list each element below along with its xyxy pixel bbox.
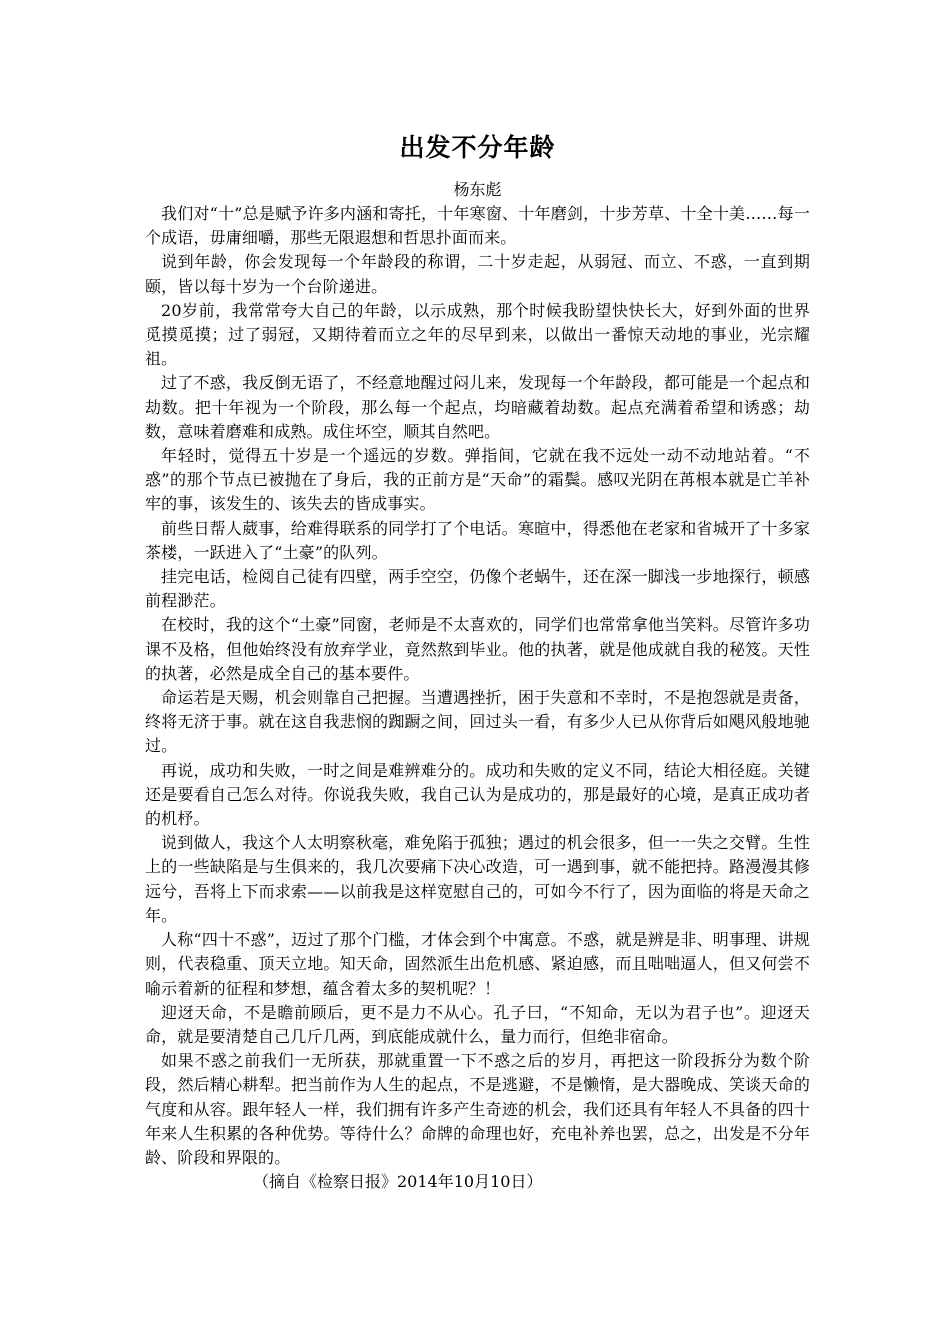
paragraph-1: 我们对“十”总是赋予许多内涵和寄托，十年寒窗、十年磨剑，十步芳草、十全十美……每一个成语，毋庸细嚼，那些无限遐想和哲思扑面而来。: [145, 204, 810, 248]
paragraph-9: 命运若是天赐，机会则靠自己把握。当遭遇挫折，困于失意和不幸时，不是抱怨就是责备，终将无济于事。就在这自我悲悯的踟蹰之间，回过头一看，有多少人已从你背后如飓风般地驰过。: [145, 688, 810, 756]
article-author: 杨东彪: [453, 180, 502, 199]
source-citation: （摘自《检察日报》2014年10月10日）: [253, 1172, 543, 1192]
paragraph-5: 年轻时，觉得五十岁是一个遥远的岁数。弹指间，它就在我不远处一动不动地站着。“不惑”的那个节点已被抛在了身后，我的正前方是“天命”的霜鬓。感叹光阴在苒根本就是亡羊补牢的事，该发生的、该失去的皆成事实。: [145, 446, 810, 514]
paragraph-3: 20岁前，我常常夸大自己的年龄，以示成熟，那个时候我盼望快快长大，好到外面的世界觅摸觅摸；过了弱冠，又期待着而立之年的尽早到来，以做出一番惊天动地的事业，光宗耀祖。: [145, 300, 810, 369]
article-title: 出发不分年龄: [399, 133, 556, 162]
paragraph-14: 如果不惑之前我们一无所获，那就重置一下不惑之后的岁月，再把这一阶段拆分为数个阶段，然后精心耕犁。把当前作为人生的起点，不是逃避，不是懒惰，是大器晚成、笑谈天命的气度和从容。跟年轻人一样，我们拥有许多产生奇迹的机会，我们还具有年轻人不具备的四十年来人生积累的各种优势。等待什么？命牌的命理也好，充电补养也罢，总之，出发是不分年龄、阶段和界限的。: [145, 1051, 810, 1167]
article: [145, 128, 810, 1194]
paragraph-12: 人称“四十不惑”，迈过了那个门槛，才体会到个中寓意。不惑，就是辨是非、明事理、讲规则，代表稳重、顶天立地。知天命，固然派生出危机感、紧迫感，而且咄咄逼人，但又何尝不喻示着新的征程和梦想，蕴含着太多的契机呢？！: [145, 930, 810, 998]
paragraph-2: 说到年龄，你会发现每一个年龄段的称谓，二十岁走起，从弱冠、而立、不惑，一直到期颐，皆以每十岁为一个台阶递进。: [145, 252, 810, 296]
paragraph-4: 过了不惑，我反倒无语了，不经意地醒过闷儿来，发现每一个年龄段，都可能是一个起点和劫数。把十年视为一个阶段，那么每一个起点，均暗藏着劫数。起点充满着希望和诱惑；劫数，意味着磨难和成熟。成住坏空，顺其自然吧。: [145, 373, 810, 441]
paragraph-10: 再说，成功和失败，一时之间是难辨难分的。成功和失败的定义不同，结论大相径庭。关键还是要看自己怎么对待。你说我失败，我自己认为是成功的，那是最好的心境，是真正成功者的机杼。: [145, 760, 810, 829]
article-body: [145, 202, 810, 1170]
paragraph-8: 在校时，我的这个“土豪”同窗，老师是不太喜欢的，同学们也常常拿他当笑料。尽管许多功课不及格，但他始终没有放弃学业，竟然熬到毕业。他的执著，就是他成就自我的秘笈。天性的执著，必然是成全自己的基本要件。: [145, 615, 810, 683]
paragraph-6: 前些日帮人葳事，给难得联系的同学打了个电话。寒暄中，得悉他在老家和省城开了十多家茶楼，一跃进入了“土豪”的队列。: [145, 518, 810, 562]
paragraph-7: 挂完电话，检阅自己徒有四壁，两手空空，仍像个老蜗牛，还在深一脚浅一步地探行，顿感前程渺茫。: [145, 567, 810, 611]
paragraph-13: 迎迓天命，不是瞻前顾后，更不是力不从心。孔子曰，“不知命，无以为君子也”。迎迓天命，就是要清楚自己几斤几两，到底能成就什么，量力而行，但绝非宿命。: [145, 1002, 810, 1046]
paragraph-11: 说到做人，我这个人太明察秋毫，难免陷于孤独；遇过的机会很多，但一一失之交臂。生性上的一些缺陷是与生俱来的，我几次要痛下决心改造，可一遇到事，就不能把持。路漫漫其修远兮，吾将上下而求索——以前我是这样宽慰自己的，可如今不行了，因为面临的将是天命之年。: [145, 833, 810, 925]
